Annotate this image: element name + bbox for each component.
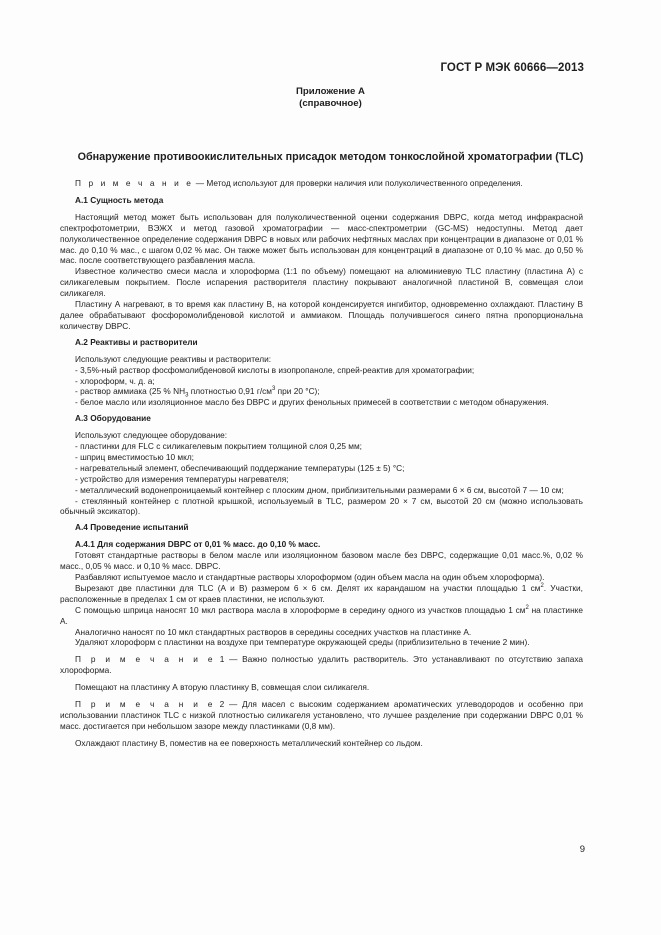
section-heading: А.2 Реактивы и растворители [75,336,198,347]
paragraph: Аналогично наносят по 10 мкл стандартных растворов в середины соседних участков на пластинке А. [75,626,472,637]
paragraph: Готовят стандартные растворы в белом масле или изоляционном базовом масле без DBPC, содержащие 0,01 масс.%, 0,02 % масс., 0,05 % масс. и 0,10 % масс. DBPC. [60,550,583,572]
paragraph: Пластину А нагревают, в то время как пластину В, на которой конденсируется ингибитор, одновременно охлаждают. Пластину В далее обрабатывают фосфоромолибденовой кислотой и аммиаком. Площадь получившегося синего пятна пропорциональна количеству DBPC. [60,299,583,331]
list-item: - 3,5%-ный раствор фосфомолибденовой кислоты в изопропаноле, спрей-реактив для хроматографии; [75,364,475,375]
paragraph: С помощью шприца наносят 10 мкл раствора масла в хлороформе в середину одного из участков площадью 1 $см^2$ на пластинке А. [60,604,583,626]
paragraph: Вырезают две пластинки для TLC (А и В) размером 6 × 6 см. Делят их карандашом на участки площадью 1 $см^2$. Участки, расположенные в пределах 1 см от краев пластинки, не используют. [60,582,583,604]
paragraph: Используют следующие реактивы и растворители: [75,353,272,364]
section-heading: А.3 Оборудование [75,413,151,424]
paragraph: Известное количество смеси масла и хлороформа (1:1 по объему) помещают на алюминиевую TLC пластину (пластина А) с силикагелевым покрытием. После испарения растворителя пластину покрывают аналогичной пластиной В, совмещая слои силикагеля. [60,266,583,299]
list-item: - устройство для измерения температуры нагревателя; [75,473,289,484]
appendix-subtitle: (справочное) [299,98,362,109]
document-body [60,178,583,749]
paragraph: Помещают на пластинку А вторую пластинку В, совмещая слои силикагеля. [75,682,370,693]
note-2: П р и м е ч а н и е 2 — Для масел с высоким содержанием ароматических углеводородов и особенно при использовании пластинок TLC с низкой плотностью силикагеля установлено, что лучшее разделение при содержании DBPC 0,01 % масс. достигается при небольшом зазоре между пластинками (0,8 мм). [60,699,583,731]
intro-note: П р и м е ч а н и е — Метод используют для проверки наличия или полуколичественного определения. [75,178,523,188]
subsection-heading: А.4.1 Для содержания DBPC от 0,01 % масс. до 0,10 % масс. [75,539,321,550]
list-item: - хлороформ, ч. д. а; [75,375,155,386]
list-item: - нагревательный элемент, обеспечивающий поддержание температуры (125 ± 5) °С; [75,462,405,473]
section-heading: А.4 Проведение испытаний [75,522,189,533]
standard-number: ГОСТ Р МЭК 60666—2013 [440,62,584,74]
list-item: - шприц вместимостью 10 мкл; [75,451,194,462]
appendix-title: Приложение А [296,86,365,97]
note-label: П р и м е ч а н и е [75,178,194,188]
paragraph: Удаляют хлороформ с пластинки на воздухе при температуре окружающей среды (приблизительно в течение 2 мин). [75,637,530,648]
list-item: - пластинки для FLC с силикагелевым покрытием толщиной слоя 0,25 мм; [75,441,362,452]
paragraph: Используют следующее оборудование: [75,430,228,441]
list-item: - раствор аммиака (25 % $NH_3$ плотностью 0,91 $г/см^3$ при 20 °С); [75,386,320,400]
note-1: П р и м е ч а н и е 1 — Важно полностью удалить растворитель. Это устанавливают по отсутствию запаха хлороформа. [60,654,583,676]
list-item: - белое масло или изоляционное масло без DBPC и других фенольных примесей в соответствии с методом обнаружения. [75,397,549,408]
section-heading: А.1 Сущность метода [75,194,164,205]
page-number: 9 [579,844,585,855]
list-item: - металлический водонепроницаемый контейнер с плоским дном, приблизительными размерами 6 × 6 см, высотой 7 — 10 см; [75,484,564,495]
document-title: Обнаружение противоокислительных присадок методом тонкослойной хроматографии (TLC) [77,151,584,163]
paragraph: Разбавляют испытуемое масло и стандартные растворы хлороформом (один объем масла на один объем хлороформа). [75,572,545,582]
paragraph: Настоящий метод может быть использован для полуколичественной оценки содержания DBPC, когда метод инфракрасной спектрофотометрии, ВЭЖХ и метод газовой хроматографии — масс-спектрометрии (GC-MS) недоступны. Метод дает полуколичественное определение содержания DBPC в новых или рабочих нефтяных маслах при концентрации в диапазоне от 0,01 % мас. до 0,10 % мас., с шагом 0,02 % мас. Он также может быть использован для концентраций в диапазоне от 0,10 % мас. до 0,50 % мас. после соответствующего разбавления масла. [60,211,583,266]
paragraph: Охлаждают пластину В, поместив на ее поверхность металлический контейнер со льдом. [75,737,423,748]
list-item: - стеклянный контейнер с плотной крышкой, используемый в TLC, размером 20 × 7 см, высотой 20 см (можно использовать обычный эксикатор). [60,495,583,517]
